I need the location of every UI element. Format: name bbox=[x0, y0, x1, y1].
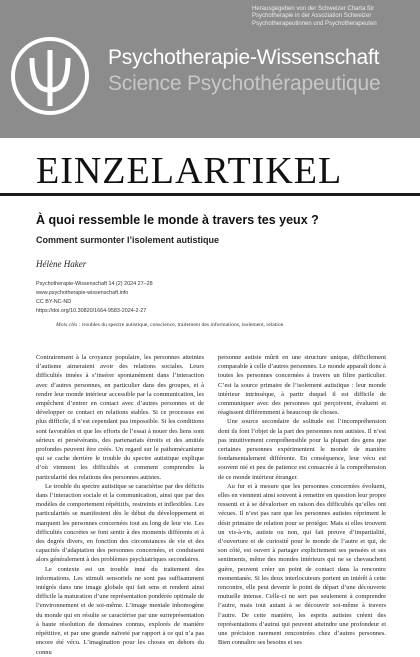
paragraph: Une source secondaire de solitude est l’incompréhension dont ils font l’objet de la part des personnes non autistes. Il n’est pas intuitivement compréhensible pour la plupart des gens que certaines personnes expérimentent le monde de manière fondamentalement différente. En conséquence, leur vécu est souvent nié et peu de patience est consacrée à la compréhension de ce monde intérieur étranger. bbox=[218, 418, 386, 481]
brand-name-german: Psychotherapie-Wissenschaft bbox=[108, 46, 380, 69]
article-body bbox=[36, 353, 396, 656]
body-column-right bbox=[218, 353, 387, 647]
body-column-left bbox=[36, 353, 204, 656]
keywords bbox=[56, 322, 396, 328]
keywords-label: Mots clés : bbox=[56, 322, 81, 328]
license: CC BY-NC-ND bbox=[36, 299, 72, 305]
paragraph: Le contexte est un trouble inné du traitement des informations. Les stimuli sensoriels ne sont pas suffisamment intégrés dans une image globale qui fait sens et rendent ainsi difficile la maturation d’une représentation pondérée optimale de l’environnement et de soi-même. L’image mentale inhomogène du monde qui en résulte se caractérise par une surreprésentation à haute résolution de domaines connus, explorés de manière répétitive, et par une grande naïveté par rapport à ce qui n’a pas encore été vécu. L’imagination pour les choses en dehors du connu bbox=[36, 565, 204, 656]
citation: Psychotherapie-Wissenschaft 14 (2) 2024 27–28 bbox=[36, 281, 153, 287]
publisher-note bbox=[252, 6, 412, 28]
journal-header bbox=[0, 0, 420, 138]
publisher-line: Psychotherapie in der Assoziation Schweizer bbox=[252, 13, 372, 20]
article-metadata bbox=[36, 280, 153, 316]
article-author: Hélène Haker bbox=[36, 259, 87, 269]
doi-link[interactable]: https://doi.org/10.30820/1664-9583-2024-2-27 bbox=[36, 308, 147, 314]
publisher-line: Psychotherapeutinnen und Psychotherapeuten bbox=[252, 20, 377, 27]
keywords-list: troubles du spectre autistique, conscience, traitement des informations, isolement, relation bbox=[80, 322, 284, 328]
article-type-label: EINZELARTIKEL bbox=[36, 150, 343, 192]
psi-logo-icon bbox=[10, 36, 90, 116]
brand-name-french: Science Psychothérapeutique bbox=[108, 72, 381, 95]
paragraph: Le trouble du spectre autistique se caractérise par des déficits dans l’interaction sociale et la communication, ainsi que par des modèles de comportement répétitifs, restreints et inflexibles. Les particularités se manifestent dès le début du développement et marquent les personnes concernées tout au long de leur vie. Les difficultés concrètes se font sentir à des moments différents et à des degrés divers, en fonction des circonstances de vie et des capacités d’adaptation des personnes concernées, et conduisent alors généralement à des problèmes psychiatriques secondaires. bbox=[36, 482, 204, 564]
journal-website-link[interactable]: www.psychotherapie-wissenschaft.info bbox=[36, 290, 129, 296]
paragraph: personne autiste mûrit en une structure unique, difficilement comparable à celle d’autres personnes. Le monde apparaît donc à toutes les personnes concernées à travers un filtre particulier. C’est la source primaire de l’isolement autistique : leur monde intérieur intrinsèque, à partir duquel il est difficile de communiquer avec des personnes qui perçoivent, évaluent et réagissent différemment à beaucoup de choses. bbox=[218, 354, 387, 417]
paragraph: Contrairement à la croyance populaire, les personnes atteintes d’autisme aimeraient avoir des relations sociales. Leurs difficultés innées à s’insérer spontanément dans l’interaction avec d’autres personnes, en particulier dans des groupes, et à rendre leur monde intérieur accessible par la communication, les empêchent d’entrer en contact avec d’autres personnes et de développer ce contact en relations stables. Si ce processus est plus difficile, il n’est cependant pas impossible. Si les conditions sont favorables et que les efforts de l’essai à nouer des liens sont sérieux et persévérants, des partenariats étroits et des amitiés profondes peuvent être créés. Un regard sur le pathomécanisme qui se cache derrière le trouble du spectre autistique explique d’où viennent les difficultés et comment comprendre la particularité des relations des personnes autistes. bbox=[36, 354, 204, 481]
publisher-line: Herausgegeben von der Schweizer Charta für bbox=[252, 6, 375, 12]
paragraph: Au fur et à mesure que les personnes concernées évoluent, elles en viennent ainsi souvent à remettre en question leur propre ressenti et à se dévaloriser en raison des difficultés qu’elles ont vécues. Il n’est pas rare que les personnes autistes répriment le désir primaire de relation pour se protéger. Mais si elles trouvent un vis-à-vis, autiste ou non, qui fait preuve d’impartialité, d’ouverture et de curiosité pour le monde de l’autre et qui, de son côté, est ouvert à partager explicitement ses pensées et ses sentiments, même des mondes intérieurs qui ne se chevauchent guère, peuvent créer un point de contact dans la rencontre momentanée. Si les deux interlocuteurs portent un intérêt à cette rencontre, elle peut devenir le point de départ d’une découverte mutuelle intense. Celle-ci ne sert pas seulement à comprendre l’autre, mais tout autant à se découvrir soi-même à travers l’autre. De cette manière, les esprits autistes créent des représentations d’autrui qui peuvent atteindre une profondeur et une précision rarement rencontrées chez d’autres personnes. Bien connaître ses besoins et ses bbox=[218, 482, 386, 647]
article-subtitle: Comment surmonter l’isolement autistique bbox=[36, 235, 220, 245]
article-title: À quoi ressemble le monde à travers tes yeux ? bbox=[36, 213, 319, 227]
